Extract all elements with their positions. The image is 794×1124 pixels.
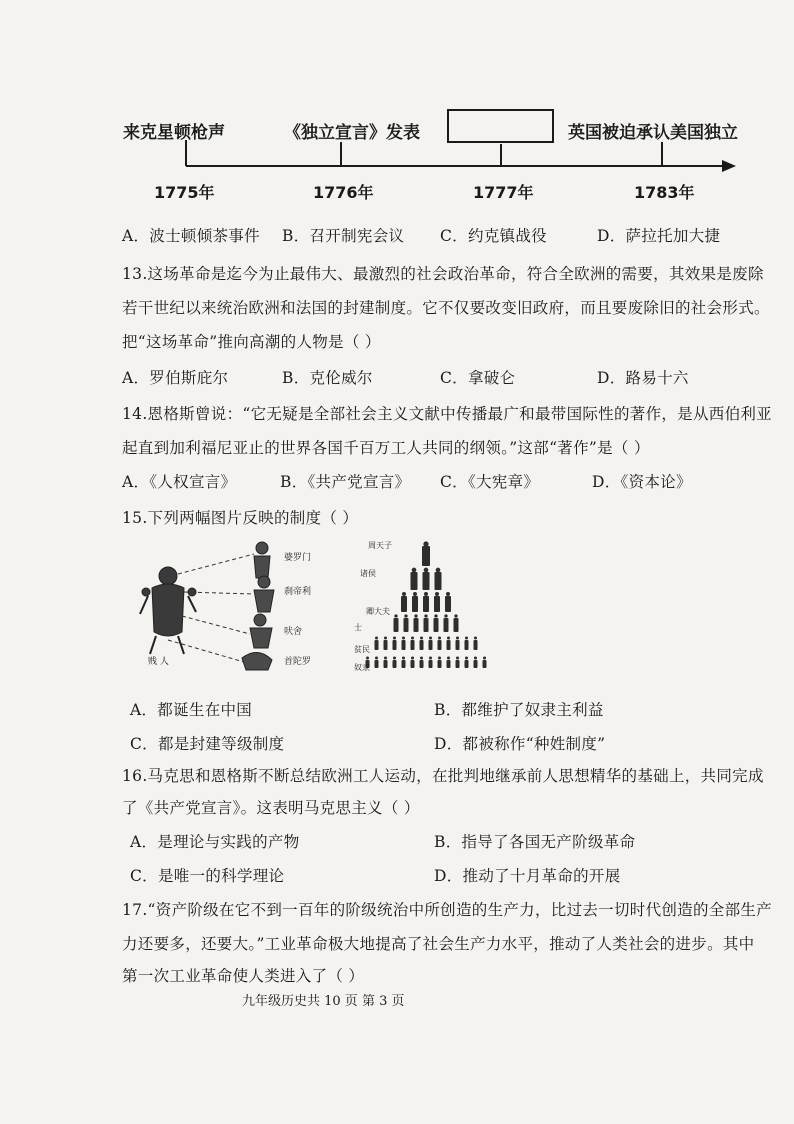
q13-stem-line-2: 若干世纪以来统治欧洲和法国的封建制度。它不仅要改变旧政府，而且要废除旧的社会形式。 (122, 299, 770, 317)
pyramid-figure-body (438, 660, 442, 668)
pyramid-figure-head (474, 657, 477, 660)
pyramid-figure-head (456, 657, 459, 660)
timeline-year-1: 1775年 (154, 183, 215, 202)
pyramid-figure-head (413, 592, 417, 596)
feudal-label-1: 周天子 (368, 541, 392, 550)
feudal-label-3: 卿大夫 (366, 607, 390, 616)
pyramid-figure-body (435, 572, 442, 590)
pyramid-figure-head (424, 568, 429, 573)
pyramid-figure-head (447, 657, 450, 660)
q13-option-d[interactable]: D．路易十六 (597, 369, 689, 387)
pyramid-figure-head (446, 592, 450, 596)
pyramid-figure-head (483, 657, 486, 660)
timeline-event-2: 《独立宣言》发表 (284, 123, 420, 143)
pyramid-figures (366, 541, 487, 668)
timeline-event-1: 来克星顿枪声 (123, 123, 225, 143)
pyramid-figure-head (420, 637, 423, 640)
timeline-year-4: 1783年 (634, 183, 695, 202)
pyramid-figure-head (412, 568, 417, 573)
pyramid-figure-head (420, 657, 423, 660)
pyramid-figure-body (456, 660, 460, 668)
pyramid-figure-body (474, 640, 478, 650)
pyramid-figure-head (456, 637, 459, 640)
caste-system-figure (138, 536, 350, 686)
pyramid-figure-body (420, 660, 424, 668)
timeline-year-3: 1777年 (473, 183, 534, 202)
feudal-label-2: 诸侯 (360, 569, 376, 578)
pyramid-figure-body (402, 640, 406, 650)
caste-label-5: 贱 人 (148, 657, 169, 667)
pyramid-figure-body (414, 618, 419, 632)
q12-option-a[interactable]: A．波士顿倾茶事件 (122, 227, 260, 245)
pyramid-figure-head (366, 657, 369, 660)
pyramid-figure-body (423, 596, 429, 612)
pyramid-figure-body (402, 660, 406, 668)
q16-option-a[interactable]: A．是理论与实践的产物 (130, 833, 300, 851)
q16-stem-line-1: 16.马克思和恩格斯不断总结欧洲工人运动，在批判地继承前人思想精华的基础上，共同完成 (122, 767, 764, 785)
q15-option-a[interactable]: A．都诞生在中国 (130, 701, 253, 719)
q13-option-c[interactable]: C．拿破仑 (440, 369, 516, 387)
q12-option-d[interactable]: D．萨拉托加大捷 (597, 227, 721, 245)
page-footer: 九年级历史共 10 页 第 3 页 (242, 994, 405, 1009)
q13-option-a[interactable]: A．罗伯斯庇尔 (122, 369, 229, 387)
pyramid-figure-body (438, 640, 442, 650)
pyramid-figure-body (465, 660, 469, 668)
feudal-pyramid-figure (352, 536, 488, 678)
q13-stem-line-3: 把“这场革命”推向高潮的人物是（ ） (122, 333, 381, 351)
pyramid-figure-body (456, 640, 460, 650)
pyramid-figure-body (420, 640, 424, 650)
pyramid-figure-head (465, 637, 468, 640)
q14-option-d[interactable]: D．《资本论》 (592, 473, 692, 491)
pyramid-figure-body (429, 640, 433, 650)
pyramid-figure-body (411, 660, 415, 668)
q14-option-a[interactable]: A．《人权宣言》 (122, 473, 237, 491)
pyramid-figure-body (445, 596, 451, 612)
timeline-event-4: 英国被迫承认美国独立 (568, 123, 738, 143)
pyramid-figure-head (465, 657, 468, 660)
pyramid-figure-body (375, 660, 379, 668)
caste-label-3: 吠舍 (284, 627, 303, 637)
pyramid-figure-body (444, 618, 449, 632)
q14-stem-line-1: 14.恩格斯曾说：“它无疑是全部社会主义文献中传播最广和最带国际性的著作，是从西伯利亚 (122, 405, 772, 423)
q17-stem-line-2: 力还要多，还要大。”工业革命极大地提高了社会生产力水平，推动了人类社会的进步。其中 (122, 935, 755, 953)
pyramid-figure-body (483, 660, 487, 668)
pyramid-figure-head (423, 541, 428, 546)
pyramid-figure-body (394, 618, 399, 632)
pyramid-figure-head (393, 637, 396, 640)
pyramid-figure-body (429, 660, 433, 668)
pyramid-figure-head (393, 657, 396, 660)
q14-stem-line-2: 起直到加利福尼亚止的世界各国千百万工人共同的纲领。”这部“著作”是（ ） (122, 439, 650, 457)
pyramid-figure-head (474, 637, 477, 640)
q16-option-c[interactable]: C．是唯一的科学理论 (130, 867, 285, 885)
pyramid-figure-body (447, 640, 451, 650)
pyramid-figure-head (424, 592, 428, 596)
pyramid-figure-body (423, 572, 430, 590)
pyramid-figure-body (393, 640, 397, 650)
pyramid-figure-body (401, 596, 407, 612)
pyramid-figure-head (424, 614, 427, 617)
q12-option-b[interactable]: B．召开制宪会议 (282, 227, 405, 245)
q13-option-b[interactable]: B．克伦威尔 (282, 369, 373, 387)
q15-stem: 15.下列两幅图片反映的制度（ ） (122, 509, 359, 527)
pyramid-figure-head (404, 614, 407, 617)
q13-stem-line-1: 13.这场革命是迄今为止最伟大、最激烈的社会政治革命，符合全欧洲的需要，其效果是废除 (122, 265, 764, 283)
feudal-label-5: 贫民 (354, 645, 370, 654)
pyramid-figure-body (412, 596, 418, 612)
caste-label-1: 婆罗门 (284, 553, 312, 563)
pyramid-figure-head (384, 657, 387, 660)
pyramid-figure-head (429, 637, 432, 640)
pyramid-figure-head (438, 637, 441, 640)
q16-stem-line-2: 了《共产党宣言》。这表明马克思主义（ ） (122, 799, 420, 817)
pyramid-figure-head (402, 637, 405, 640)
pyramid-figure-body (411, 640, 415, 650)
pyramid-figure-body (393, 660, 397, 668)
q15-option-c[interactable]: C．都是封建等级制度 (130, 735, 285, 753)
pyramid-figure-head (375, 657, 378, 660)
q16-option-d[interactable]: D．推动了十月革命的开展 (434, 867, 621, 885)
pyramid-figure-head (411, 637, 414, 640)
pyramid-figure-head (411, 657, 414, 660)
pyramid-figure-head (384, 637, 387, 640)
pyramid-figure-body (384, 640, 388, 650)
pyramid-figure-head (429, 657, 432, 660)
pyramid-figure-head (414, 614, 417, 617)
pyramid-figure-body (424, 618, 429, 632)
q16-option-b[interactable]: B．指导了各国无产阶级革命 (434, 833, 636, 851)
pyramid-figure-head (434, 614, 437, 617)
pyramid-figure-head (444, 614, 447, 617)
pyramid-figure-head (438, 657, 441, 660)
pyramid-figure-body (384, 660, 388, 668)
timeline-year-2: 1776年 (313, 183, 374, 202)
caste-label-4: 首陀罗 (284, 657, 312, 667)
pyramid-figure-head (402, 592, 406, 596)
pyramid-figure-head (435, 592, 439, 596)
q12-option-c[interactable]: C．约克镇战役 (440, 227, 547, 245)
q15-option-d[interactable]: D．都被称作“种姓制度” (434, 735, 606, 753)
q17-stem-line-1: 17.“资产阶级在它不到一百年的阶级统治中所创造的生产力，比过去一切时代创造的全部生产 (122, 901, 772, 919)
pyramid-figure-body (447, 660, 451, 668)
pyramid-figure-body (375, 640, 379, 650)
pyramid-figure-head (375, 637, 378, 640)
pyramid-figure-head (454, 614, 457, 617)
q17-stem-line-3: 第一次工业革命使人类进入了（ ） (122, 967, 365, 985)
pyramid-figure-body (434, 596, 440, 612)
timeline-blank-box (447, 109, 554, 143)
q15-option-b[interactable]: B．都维护了奴隶主利益 (434, 701, 604, 719)
pyramid-figure-body (411, 572, 418, 590)
pyramid-figure-body (474, 660, 478, 668)
pyramid-figure-body (404, 618, 409, 632)
caste-label-2: 刹帝利 (284, 587, 312, 597)
pyramid-figure-head (402, 657, 405, 660)
pyramid-figure-body (454, 618, 459, 632)
pyramid-figure-head (447, 637, 450, 640)
q14-option-b[interactable]: B．《共产党宣言》 (280, 473, 411, 491)
pyramid-figure-head (436, 568, 441, 573)
q14-option-c[interactable]: C．《大宪章》 (440, 473, 540, 491)
pyramid-figure-body (422, 546, 430, 566)
pyramid-figure-body (465, 640, 469, 650)
pyramid-figure-head (394, 614, 397, 617)
feudal-label-6: 奴隶 (354, 663, 370, 672)
timeline-axis (0, 0, 794, 210)
feudal-label-4: 士 (354, 623, 362, 632)
pyramid-figure-body (434, 618, 439, 632)
